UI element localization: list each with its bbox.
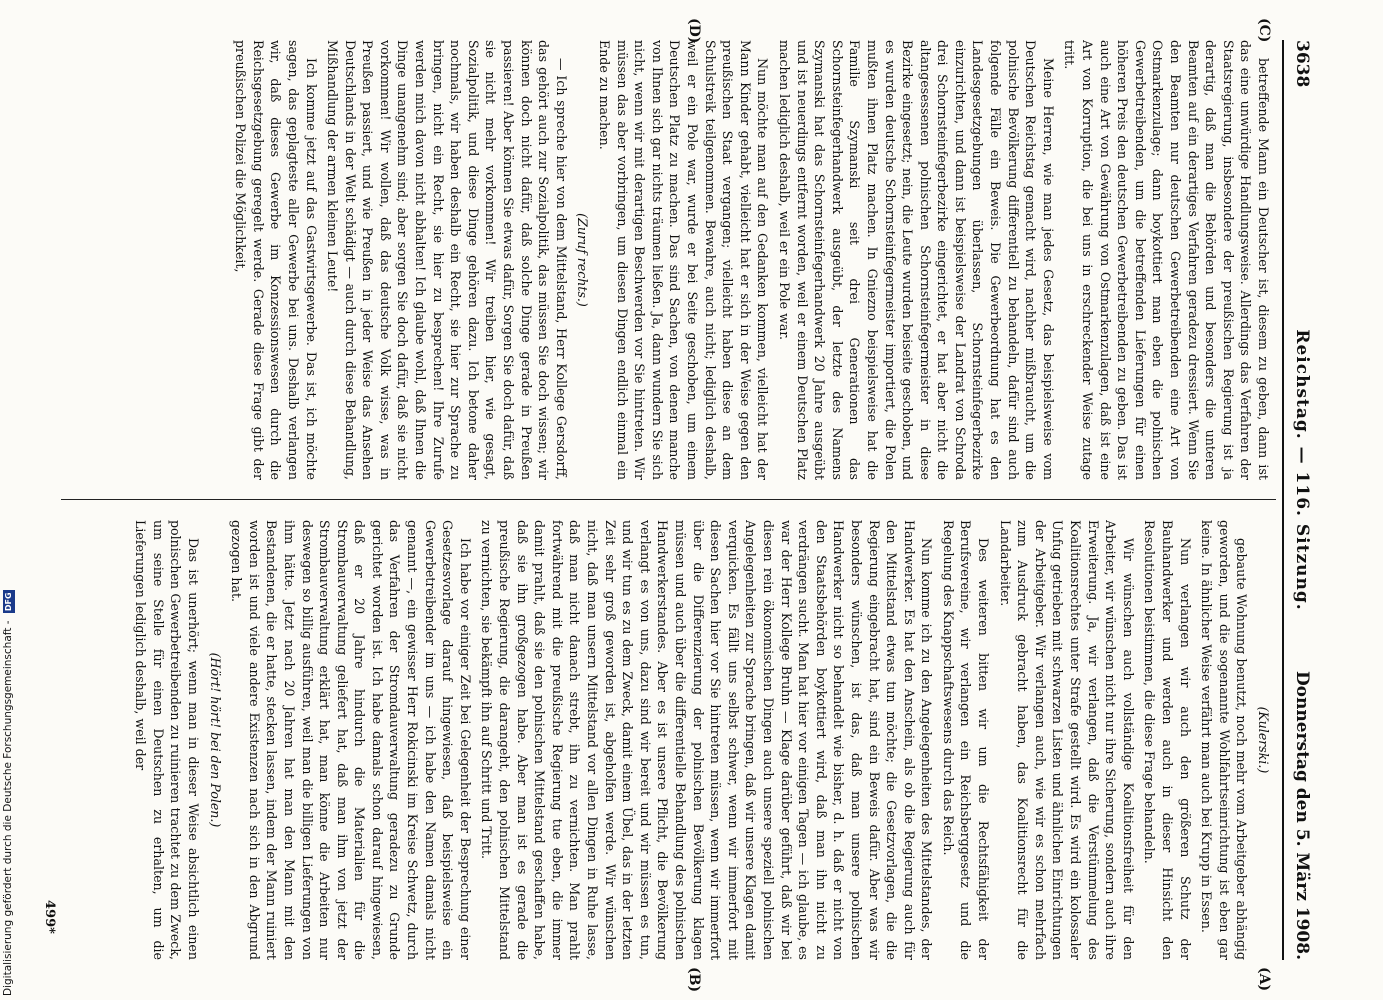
paragraph: Des weiteren bitten wir um die Rechtsfähigkeit der Berufsvereine, wir verlangen ein Reichsberggesetz und die Regelung des Knappschaftswesens durch das Reich. bbox=[940, 520, 992, 960]
margin-marker-b: (B) bbox=[686, 967, 702, 993]
paragraph: Meine Herren, wie man jedes Gesetz, das beispielsweise vom Deutschen Reichstag gemacht wird, nachher mißbraucht, um die polnische Bevölkerung differentiell zu behandeln, dafür sind auch folgende Fälle ein Beweis. Die Gewerbeordnung hat es den Landesgesetzgebungen überlassen, Schornsteinfegerbezirke einzurichten, und dann ist beispielsweise der Landrat von Schroda drei Schornsteinfegerbezirke eingerichtet, er hat aber nicht die altangesessenen polnischen Schornsteinfegermeister in diese Bezirke eingesetzt; nein, die Leute wurden beiseite geschoben, und es wurden deutsche Schornsteinfegermeister importiert, die Polen mußten ihnen Platz machen. In Gniezno beispielsweise hat die Familie Szymanski seit drei Generationen das Schornsteinfegerhandwerk ausgeübt, der letzte des Namens Szymanski hat das Schornsteinfegerhandwerk 20 Jahre ausgeübt und ist neuerdings entfernt worden, weil er einem Deutschen Platz machen lediglich deshalb, weil er ein Pole war. bbox=[776, 40, 1056, 480]
credit-text: Digitalisierung gefördert durch die Deutsche Forschungsgemeinschaft - bbox=[2, 620, 14, 996]
paragraph: Nun verlangen wir auch den größeren Schutz der Bauhandwerker und werden auch in dieser Hinsicht den Resolutionen beistimmen, die diese Frage behandeln. bbox=[1142, 520, 1193, 960]
paragraph: Wir wünschen auch vollständige Koalitionsfreiheit für den Arbeiter, wir wünschen nicht nur ihre Sicherung, sondern auch ihre Erweiterung. Ja, wir verlangen, daß die Verstümmelung des Koalitionsrechtes unter Strafe gestellt wird. Es wird ein kolossaler Unfug getrieben mit schwarzen Listen und ähnlichen Einrichtungen der Arbeitgeber. Wir verlangen auch, wie wir es schon mehrfach zum Ausdruck gebracht haben, das Koalitionsrecht für die Landarbeiter. bbox=[997, 520, 1136, 960]
paragraph: betreffende Mann ein Deutscher ist, diesem zu geben, dann ist das eine unwürdige Handlungsweise. Allerdings das Verfahren der Staatsregierung, insbesondere der preußischen Regierung ist ja derartig, daß man die Behörden und besonders die unteren Beamten auf ein derartiges Verfahren geradezu dressiert. Wenn Sie den Beamten nur deutschen Gewerbetreibenden eine Art von Ostmarkenzulage; dann boykottiert man eben die polnischen Gewerbetreibenden, um die betreffenden Lieferungen für einen höheren Preis den deutschen Gewerbetreibenden zu geben. Das ist auch eine Art von Gewährung von Ostmarkenzulagen, daß ist eine Art von Korruption, die bei uns in erschreckender Weise zutage tritt. bbox=[1062, 40, 1271, 480]
text-column-right bbox=[62, 520, 1272, 960]
paragraph: (Hört! hört! bei den Polen.) bbox=[207, 652, 223, 828]
paragraph: — Ich spreche hier von dem Mittelstand, Herr Kollege Gersdorff, das gehört auch zur Sozialpolitik, das müssen Sie doch wissen; wir können doch nicht dafür, daß solche Dinge gerade in Preußen passieren! Aber können Sie etwas dafür, Sorgen Sie doch dafür, daß sie nicht mehr vorkommen! Wir treiben hier, wie gesagt, Sozialpolitik, und diese Dinge gehören dazu. Ich betone daher nochmals, wir haben deshalb ein Recht, sie hier zur Sprache zu bringen, nicht ein Recht, sie hier zu besprechen! Ihre Zurufe werden mich davon nicht abhalten! Ich glaube wohl, daß Ihnen die Dinge unangenehm sind; aber sorgen Sie doch dafür, daß sie nicht vorkommen! Wir wollen, daß das deutsche Volk wisse, was in Preußen passiert, und wie Preußen in jeder Weise das Ansehen Deutschlands in der Welt schädigt — auch durch diese Behandlung, Mißhandlung der armen kleinen Leute! bbox=[325, 40, 569, 480]
rotated-page-content bbox=[32, 18, 1342, 993]
page-title: Reichstag. — 116. Sitzung. bbox=[1292, 329, 1312, 611]
header-rule bbox=[1282, 40, 1284, 960]
paragraph: Nun möchte man auf den Gedanken kommen, vielleicht hat der Mann Kinder gehabt, vielleicht hat er sich in der Weise gegen den preußischen Staat vergangen; vielleicht haben diese an dem Schulstreik teilgenommen. Bewahre, auch nicht; lediglich deshalb, weil er ein Pole war, wurde er bei Seite geschoben, um einem Deutschen Platz zu machen. Das sind Sachen, von denen manche von Ihnen sich gar nichts träumen ließen. Ja, dann wundern Sie sich nicht, wenn wir mit derartigen Beschwerden vor Sie hintreten. Wir müssen das aber vorbringen, um diesen Dingen endlich einmal ein Ende zu machen. bbox=[597, 40, 771, 480]
paragraph: Das ist unerhört; wenn man in dieser Weise absichtlich einen polnischen Gewerbetreibenden zu ruinieren trachtet zu dem Zweck, um seine Stelle für einen Deutschen zu erhalten, um die Lieferungen lediglich deshalb, weil der bbox=[133, 520, 201, 960]
page-number: 3638 bbox=[1292, 40, 1312, 88]
margin-marker-a: (A) bbox=[1256, 967, 1272, 992]
margin-marker-d: (D) bbox=[686, 18, 702, 44]
digitization-credit bbox=[2, 6, 16, 996]
paragraph: Ich komme jetzt auf das Gastwirtsgewerbe. Das ist, ich möchte sagen, das geplagteste aller Gewerbe bei uns. Deshalb verlangen wir, daß dieses Gewerbe im Konzessionswesen durch die Reichsgesetzgebung geregelt werde. Gerade diese Frage gibt der preußischen Polizei die Möglichkeit, bbox=[233, 40, 319, 480]
paragraph: gebaute Wohnung benutzt, noch mehr vom Arbeitgeber abhängig geworden, und die sogenannte Wohlfahrtseinrichtung ist eben gar keine. In ähnlicher Weise verfährt man auch bei Krupp in Essen. bbox=[1199, 520, 1250, 960]
dfg-logo: DFG bbox=[4, 592, 13, 612]
column-divider bbox=[61, 499, 1276, 500]
paragraph: Nun komme ich zu den Angelegenheiten des Mittelstandes, der Handwerker. Es hat den Anschein, als ob die Regierung auch für den Mittelstand etwas tun möchte; die Gesetzvorlagen, die die Regierung eingebracht hat, sind ein Beweis dafür. Aber was wir besonders wünschen, ist das, daß man unsere polnischen Handwerker nicht so behandelt wie bisher, d. h. daß er nicht von den Staatsbehörden boykottiert wird, daß man ihn nicht zu verdrängen sucht. Man hat hier vor einigen Tagen — ich glaube, es war der Herr Kollege Bruhn — Klage darüber geführt, daß wir bei diesen rein ökonomischen Dingen auch unsere speziell polnischen Angelegenheiten zur Sprache bringen, daß wir unsere Klagen damit verquicken. Es fällt uns selbst schwer, wenn wir immerfort mit diesen Sachen hier vor Sie hintreten müssen, wenn wir immerfort über die Differenzierung der polnischen Bevölkerung klagen müssen und auch über die differentielle Behandlung des polnischen Handwerkerstandes. Aber es ist unsere Pflicht, die Bevölkerung verlangt es von uns, dazu sind wir bereit und wir müssen es tun, und wir tun es zu dem Zweck, damit einem Übel, das in der letzten Zeit sehr groß geworden ist, abgeholfen werde. Wir wünschen nicht, daß man unsern Mittelstand vor allen Dingen in Ruhe lasse, daß man nicht danach strebt, ihn zu vernichten. Man prahlt fortwährend mit die preußische Regierung tue eben, die immer damit prahlt, daß sie den polnischen Mittelstand geschaffen habe, daß sie ihn großgezogen habe. Aber man ist es gerade die preußische Regierung, die darangeht, den polnischen Mittelstand zu vernichten, sie bekämpft ihn auf Schritt und Tritt. bbox=[479, 520, 935, 960]
page-header bbox=[1288, 40, 1312, 960]
paragraph: Ich habe vor einiger Zeit bei Gelegenheit der Besprechung einer Gesetzesvorlage darauf hingewiesen, daß beispielsweise ein Gewerbetreibender im uns — ich habe den Namen damals nicht genannt —, ein gewisser Herr Rokicinski im Kreise Schwetz, durch das Verfahren der Stromdauverwaltung geradezu zu Grunde gerichtet worden ist. Ich habe damals schon darauf hingewiesen, daß er 20 Jahre hindurch die Materialien für die Strombauverwaltung geliefert hat, daß man ihm von jetzt der Strombauverwaltung erklärt hat, man könne die Arbeiten nur deswegen so billig ausführen, weil man die billigen Lieferungen von ihm hätte. Jetzt nach 20 Jahren hat man den Mann mit den Bestandenen, die er hatte, stecken lassen, indem der Mann ruiniert worden ist und viele andere Existenzen nach sich in den Abgrund gezogen hat. bbox=[229, 520, 473, 960]
text-column-left bbox=[62, 40, 1272, 480]
session-date: Donnerstag den 5. März 1908. bbox=[1292, 670, 1312, 960]
sheet-number: 499* bbox=[42, 900, 57, 934]
paragraph: (Kulerski.) bbox=[1256, 706, 1271, 774]
margin-marker-c: (C) bbox=[1256, 18, 1272, 43]
paragraph: (Zuruf rechts.) bbox=[575, 213, 591, 307]
